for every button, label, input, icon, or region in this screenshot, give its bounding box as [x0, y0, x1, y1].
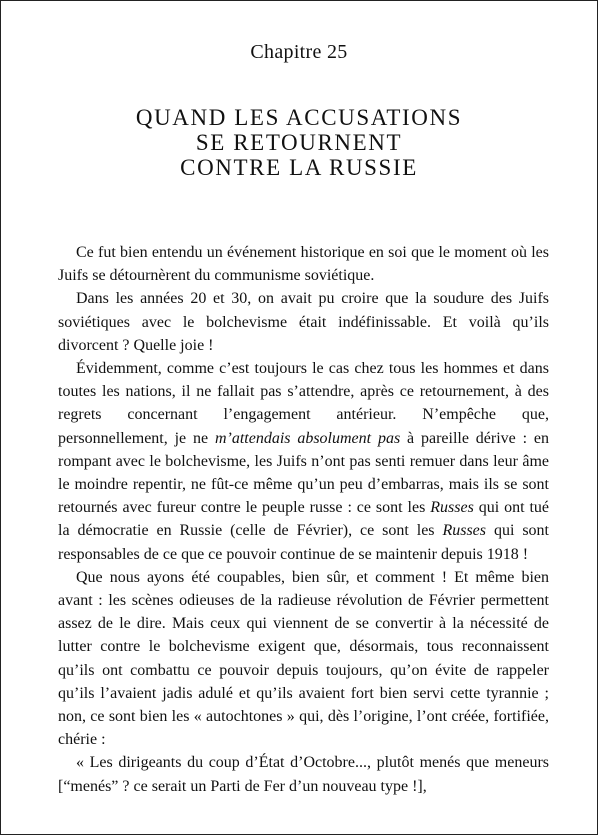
text-run: Que nous ayons été coupables, bien sûr, et comment ! Et même bien avant : les scènes odieuses de la radieuse révolution de Février permettent assez de le dire. Mais ceux qui viennent de se convertir à la nécessité de lutter contre le bolchevisme exigent que, désormais, tous reconnaissent qu’ils ont combattu ce pouvoir depuis toujours, qu’on évite de rappeler qu’ils l’avaient jadis adulé et qu’ils avaient fort bien servi cette tyrannie ; non, ce sont bien les « autochtones » qui, dès l’origine, l’ont créée, fortifiée, chérie : [58, 568, 549, 749]
body-text [58, 241, 549, 798]
paragraph [58, 357, 549, 566]
chapter-title-line: QUAND LES ACCUSATIONS [135, 105, 463, 130]
paragraph [58, 566, 549, 752]
text-run: Évidemment, comme c’est toujours le cas chez tous les hommes et dans toutes les nations, il ne fallait pas s’attendre, après ce retournement, à des regrets concernant l’engagement antérieur. N’empêche que, personnellement, je ne [58, 360, 549, 447]
chapter-number: Chapitre 25 [250, 41, 348, 63]
text-run: Ce fut bien entendu un événement historique en soi que le moment où les Juifs se détournèrent du communisme soviétique. [58, 244, 549, 285]
italic-run: Russes [442, 522, 487, 540]
text-run: Dans les années 20 et 30, on avait pu croire que la soudure des Juifs soviétiques avec le bolchevisme était indéfinissable. Et voilà qu’ils divorcent ? Quelle joie ! [58, 290, 549, 354]
chapter-title [1, 105, 597, 180]
chapter-title-line: CONTRE LA RUSSIE [180, 155, 418, 180]
text-run: qui sont responsables de ce que ce pouvoir continue de se maintenir depuis 1918 ! [58, 522, 549, 563]
italic-run: m’attendais absolument pas [214, 429, 401, 447]
paragraph [58, 241, 549, 287]
text-run: à pareille dérive : en rompant avec le bolchevisme, les Juifs n’ont pas senti remuer dans leur âme le moindre repentir, ne fût-ce même qu’un peu d’embarras, mais ils se sont retournés avec fureur contre le peuple russe : ce sont les [58, 429, 550, 517]
text-run: « Les dirigeants du coup d’État d’Octobre..., plutôt menés que meneurs [“menés” ? ce serait un Parti de Fer d’un nouveau type !], [58, 754, 549, 795]
italic-run: Russes [430, 499, 474, 517]
text-run: qui ont tué la démocratie en Russie (celle de Février), ce sont les [58, 499, 550, 540]
paragraph [58, 751, 549, 797]
paragraph [58, 287, 549, 357]
chapter-title-line: SE RETOURNENT [195, 130, 403, 155]
